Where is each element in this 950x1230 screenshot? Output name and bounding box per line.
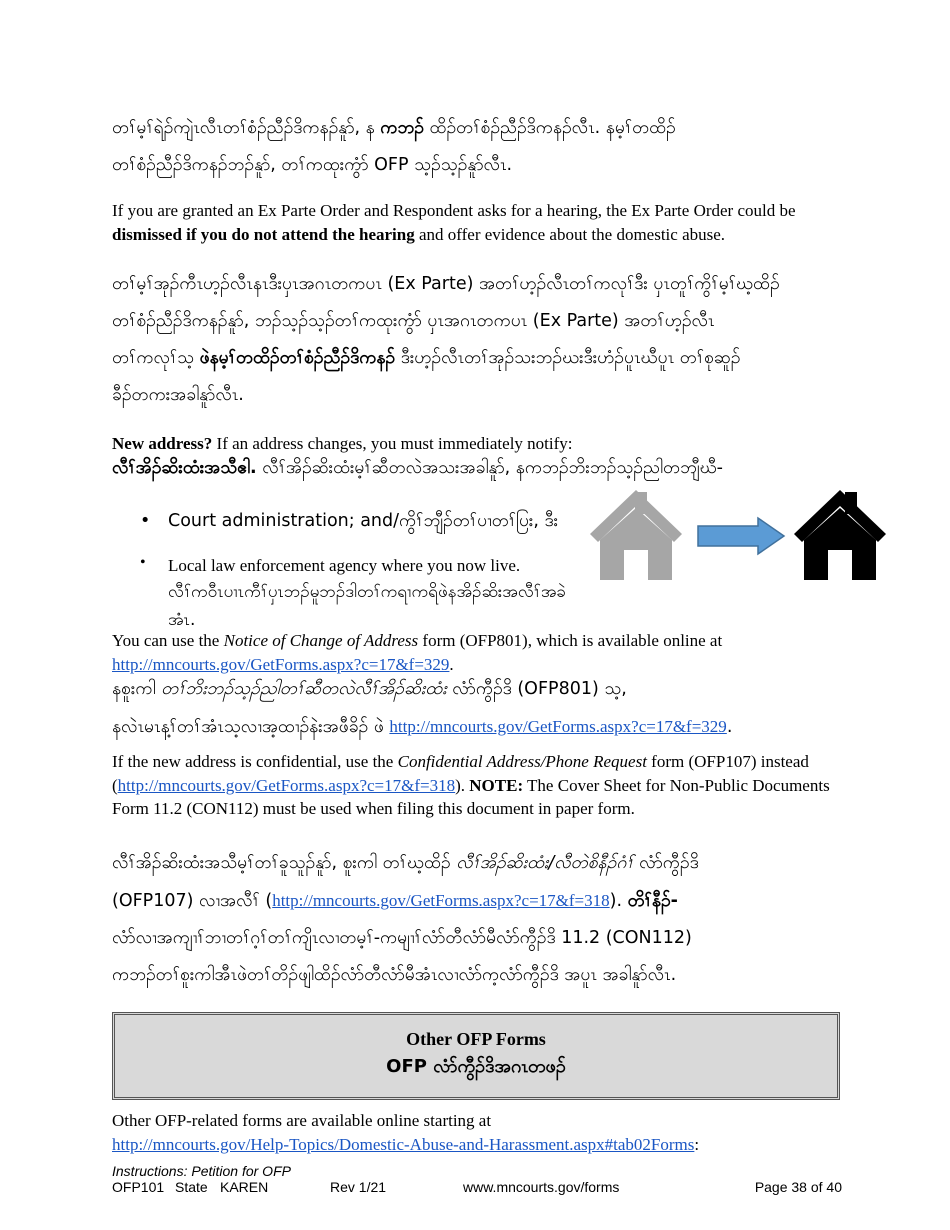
note-label: NOTE: xyxy=(469,775,524,795)
house-icon xyxy=(794,490,886,580)
text: ဒီးဟ့ၣ်လီၤတၢ်အုၣ်သးဘၣ်ဃးဒီးဟံၣ်ပူၤဃီပူၤ တၢ်စုဆူၣ် xyxy=(395,348,741,368)
emphasis: New address? xyxy=(112,434,213,453)
hearing-warning-karen xyxy=(112,110,842,184)
text: . xyxy=(726,717,733,737)
text: ). xyxy=(609,891,628,911)
text: The Cover Sheet for Non-Public Documents Form 11.2 (CON112) must be used when filing this document in paper form. xyxy=(112,775,830,818)
ex-parte-paragraph-karen xyxy=(112,266,842,414)
emphasis: ဖဲနမ့ၢ်တထိၣ်တၢ်စံၣ်ညီၣ်ဒိကနၣ် xyxy=(199,348,396,368)
form-name: Notice of Change of Address xyxy=(223,631,419,650)
text: . xyxy=(449,654,454,674)
section-title: Other OFP Forms xyxy=(406,1029,546,1049)
footer-title: Instructions: Petition for OFP xyxy=(112,1163,291,1179)
text: Other OFP-related forms are available online starting at xyxy=(112,1111,492,1130)
text: လံာ်ကွီၣ်ဒိ (OFP801) သ့, xyxy=(446,679,627,699)
text: If the new address is confidential, use the xyxy=(112,752,398,771)
text: နစူးကါ xyxy=(112,679,162,699)
footer-revision: Rev 1/21 xyxy=(330,1179,387,1195)
text: လံာ်လၢအကျၢၢ်ဘၢတၢ်ဂ့ၢ်တၢ်ကျိၤလၢတမ့ၢ်-ကမျၢၢ်လံာ်တီလံာ်မီလံာ်ကွီၣ်ဒိ 11.2 (CON112) xyxy=(112,928,692,948)
confidential-address-paragraph xyxy=(112,750,842,821)
text: Court administration; and/ကွိၢ်ဘျီၣ်တၢ်ပၢတၢ်ပြး, ဒီး xyxy=(168,511,559,531)
form-name: လီၢ်အိၣ်ဆိးထံး/လီတဲစိနီၣ်ဂံၢ် xyxy=(456,853,634,873)
ofp107-link[interactable]: http://mncourts.gov/GetForms.aspx?c=17&f=318 xyxy=(272,891,610,910)
list-item xyxy=(112,554,582,634)
emphasis: လီၢ်အိၣ်ဆိးထံးအသီဧါ. xyxy=(112,458,257,478)
text: ကဘၣ်တၢ်စူးကါအီၤဖဲတၢ်တိၣ်ဖျါထိၣ်လံာ်တီလံာ်မီအံၤလၢလံာ်က့လံာ်ကွီၣ်ဒိ အပူၤ အခါနူာ်လီၤ. xyxy=(112,965,677,985)
text: တၢ်စံၣ်ညီၣ်ဒိကနၣ်ဘၣ်နူာ်, တၢ်ကထုးကွံာ် OFP သ့ၣ်သ့ၣ်နူာ်လီၤ. xyxy=(112,155,513,175)
text: and offer evidence about the domestic abuse. xyxy=(414,224,726,244)
text: တၢ်မ့ၢ်ရဲၣ်ကျဲၤလီၤတၢ်စံၣ်ညီၣ်ဒိကနၣ်နူာ်, န xyxy=(112,118,381,138)
text: form (OFP801), which is available online at xyxy=(418,631,723,650)
section-title-karen: OFP လံာ်ကွီၣ်ဒိအဂၤတဖၣ် xyxy=(386,1056,566,1077)
ofp801-link[interactable]: http://mncourts.gov/GetForms.aspx?c=17&f=329 xyxy=(112,654,450,674)
domestic-abuse-forms-link[interactable]: http://mncourts.gov/Help-Topics/Domestic-Abuse-and-Harassment.aspx#tab02Forms xyxy=(112,1134,695,1154)
ofp107-link[interactable]: http://mncourts.gov/GetForms.aspx?c=17&f=318 xyxy=(117,775,456,795)
footer-website: www.mncourts.gov/forms xyxy=(463,1179,620,1195)
emphasis: dismissed if you do not attend the hearing xyxy=(112,224,415,244)
text: • Local law enforcement agency where you now live. xyxy=(168,556,521,575)
notify-list xyxy=(112,504,582,634)
text: နလဲၤမၤန့ၢ်တၢ်အံၤသ့လၢအ့ထၢၣ်နဲးအဖီခိၣ် ဖဲ xyxy=(112,717,390,737)
text: လံာ်ကွီၣ်ဒိ xyxy=(633,853,699,873)
house-icon xyxy=(590,490,682,580)
other-forms-section-header xyxy=(112,1012,840,1100)
change-address-form-paragraph xyxy=(112,629,842,676)
text: လီၢ်အိၣ်ဆိးထံးမ့ၢ်ဆီတလဲအသးအခါနူာ်, နကဘၣ်ဘိးဘၣ်သ့ၣ်ညါတဘျီဃီ- xyxy=(256,458,724,478)
address-change-illustration xyxy=(590,488,890,588)
footer-state: State xyxy=(175,1179,208,1195)
text: တၢ်ကလုၢ်သ့ xyxy=(112,348,200,368)
text: (OFP107) လၢအလီၢ် ( xyxy=(112,891,273,911)
text: ). xyxy=(455,775,470,795)
text: ထိၣ်တၢ်စံၣ်ညီၣ်ဒိကနၣ်လီၤ. နမ့ၢ်တထိၣ် xyxy=(423,118,676,138)
note-label: တိၢ်နီၣ်- xyxy=(627,891,678,911)
text: If an address changes, you must immediately notify: xyxy=(212,434,573,453)
text: တၢ်စံၣ်ညီၣ်ဒိကနၣ်နူာ်, ဘၣ်သ့ၣ်သ့ၣ်တၢ်ကထုးကွံာ် ပှၤအဂၤတကပၤ (Ex Parte) အတၢ်ဟ့ၣ်လီၤ xyxy=(112,311,715,331)
emphasis: ကဘၣ် xyxy=(380,118,424,138)
footer-form-id: OFP101 xyxy=(112,1179,165,1195)
ex-parte-paragraph xyxy=(112,199,842,246)
text: form (OFP107) instead ( xyxy=(112,752,809,795)
change-address-form-paragraph-karen xyxy=(112,671,842,746)
footer-language: KAREN xyxy=(220,1179,269,1195)
form-name: Confidential Address/Phone Request xyxy=(397,752,647,771)
text: : xyxy=(694,1134,700,1154)
text: တၢ်မ့ၢ်အုၣ်ကီၤဟ့ၣ်လီၤနၤဒီးပှၤအဂၤတကပၤ (Ex Parte) အတၢ်ဟ့ၣ်လီၤတၢ်ကလုၢ်ဒီး ပှၤတူၢ်ကွိၢ်မ့ၢ်ဃ့ထိၣ် xyxy=(112,274,780,294)
text: If you are granted an Ex Parte Order and Respondent asks for a hearing, the Ex Parte Order could be xyxy=(112,201,796,220)
illustration-svg xyxy=(590,488,890,588)
text: You can use the xyxy=(112,631,224,650)
form-name: တၢ်ဘိးဘၣ်သ့ၣ်ညါတၢ်ဆီတလဲလီၢ်အိၣ်ဆိးထံး xyxy=(161,679,447,699)
ofp801-link[interactable]: http://mncourts.gov/GetForms.aspx?c=17&f=329 xyxy=(389,717,727,736)
other-forms-paragraph xyxy=(112,1109,872,1156)
footer xyxy=(112,1163,842,1197)
confidential-address-paragraph-karen xyxy=(112,845,842,994)
text: လီၢ်ကဝီၤပၢၤကီၢ်ပှၤဘၣ်မူဘၣ်ဒါတၢ်ကရၢကရိဖဲနအိၣ်ဆိးအလီၢ်အခဲအံၤ. xyxy=(168,581,567,630)
arrow-right-icon xyxy=(698,518,784,554)
list-item xyxy=(112,504,582,538)
text: လီၢ်အိၣ်ဆိးထံးအသီမ့ၢ်တၢ်ခူသူၣ်နူာ်, စူးကါ တၢ်ဃ့ထိၣ် xyxy=(112,853,457,873)
new-address-heading-karen xyxy=(112,450,842,487)
text: ခီၣ်တကးအခါနူာ်လီၤ. xyxy=(112,385,244,405)
footer-page-number: Page 38 of 40 xyxy=(754,1179,842,1195)
